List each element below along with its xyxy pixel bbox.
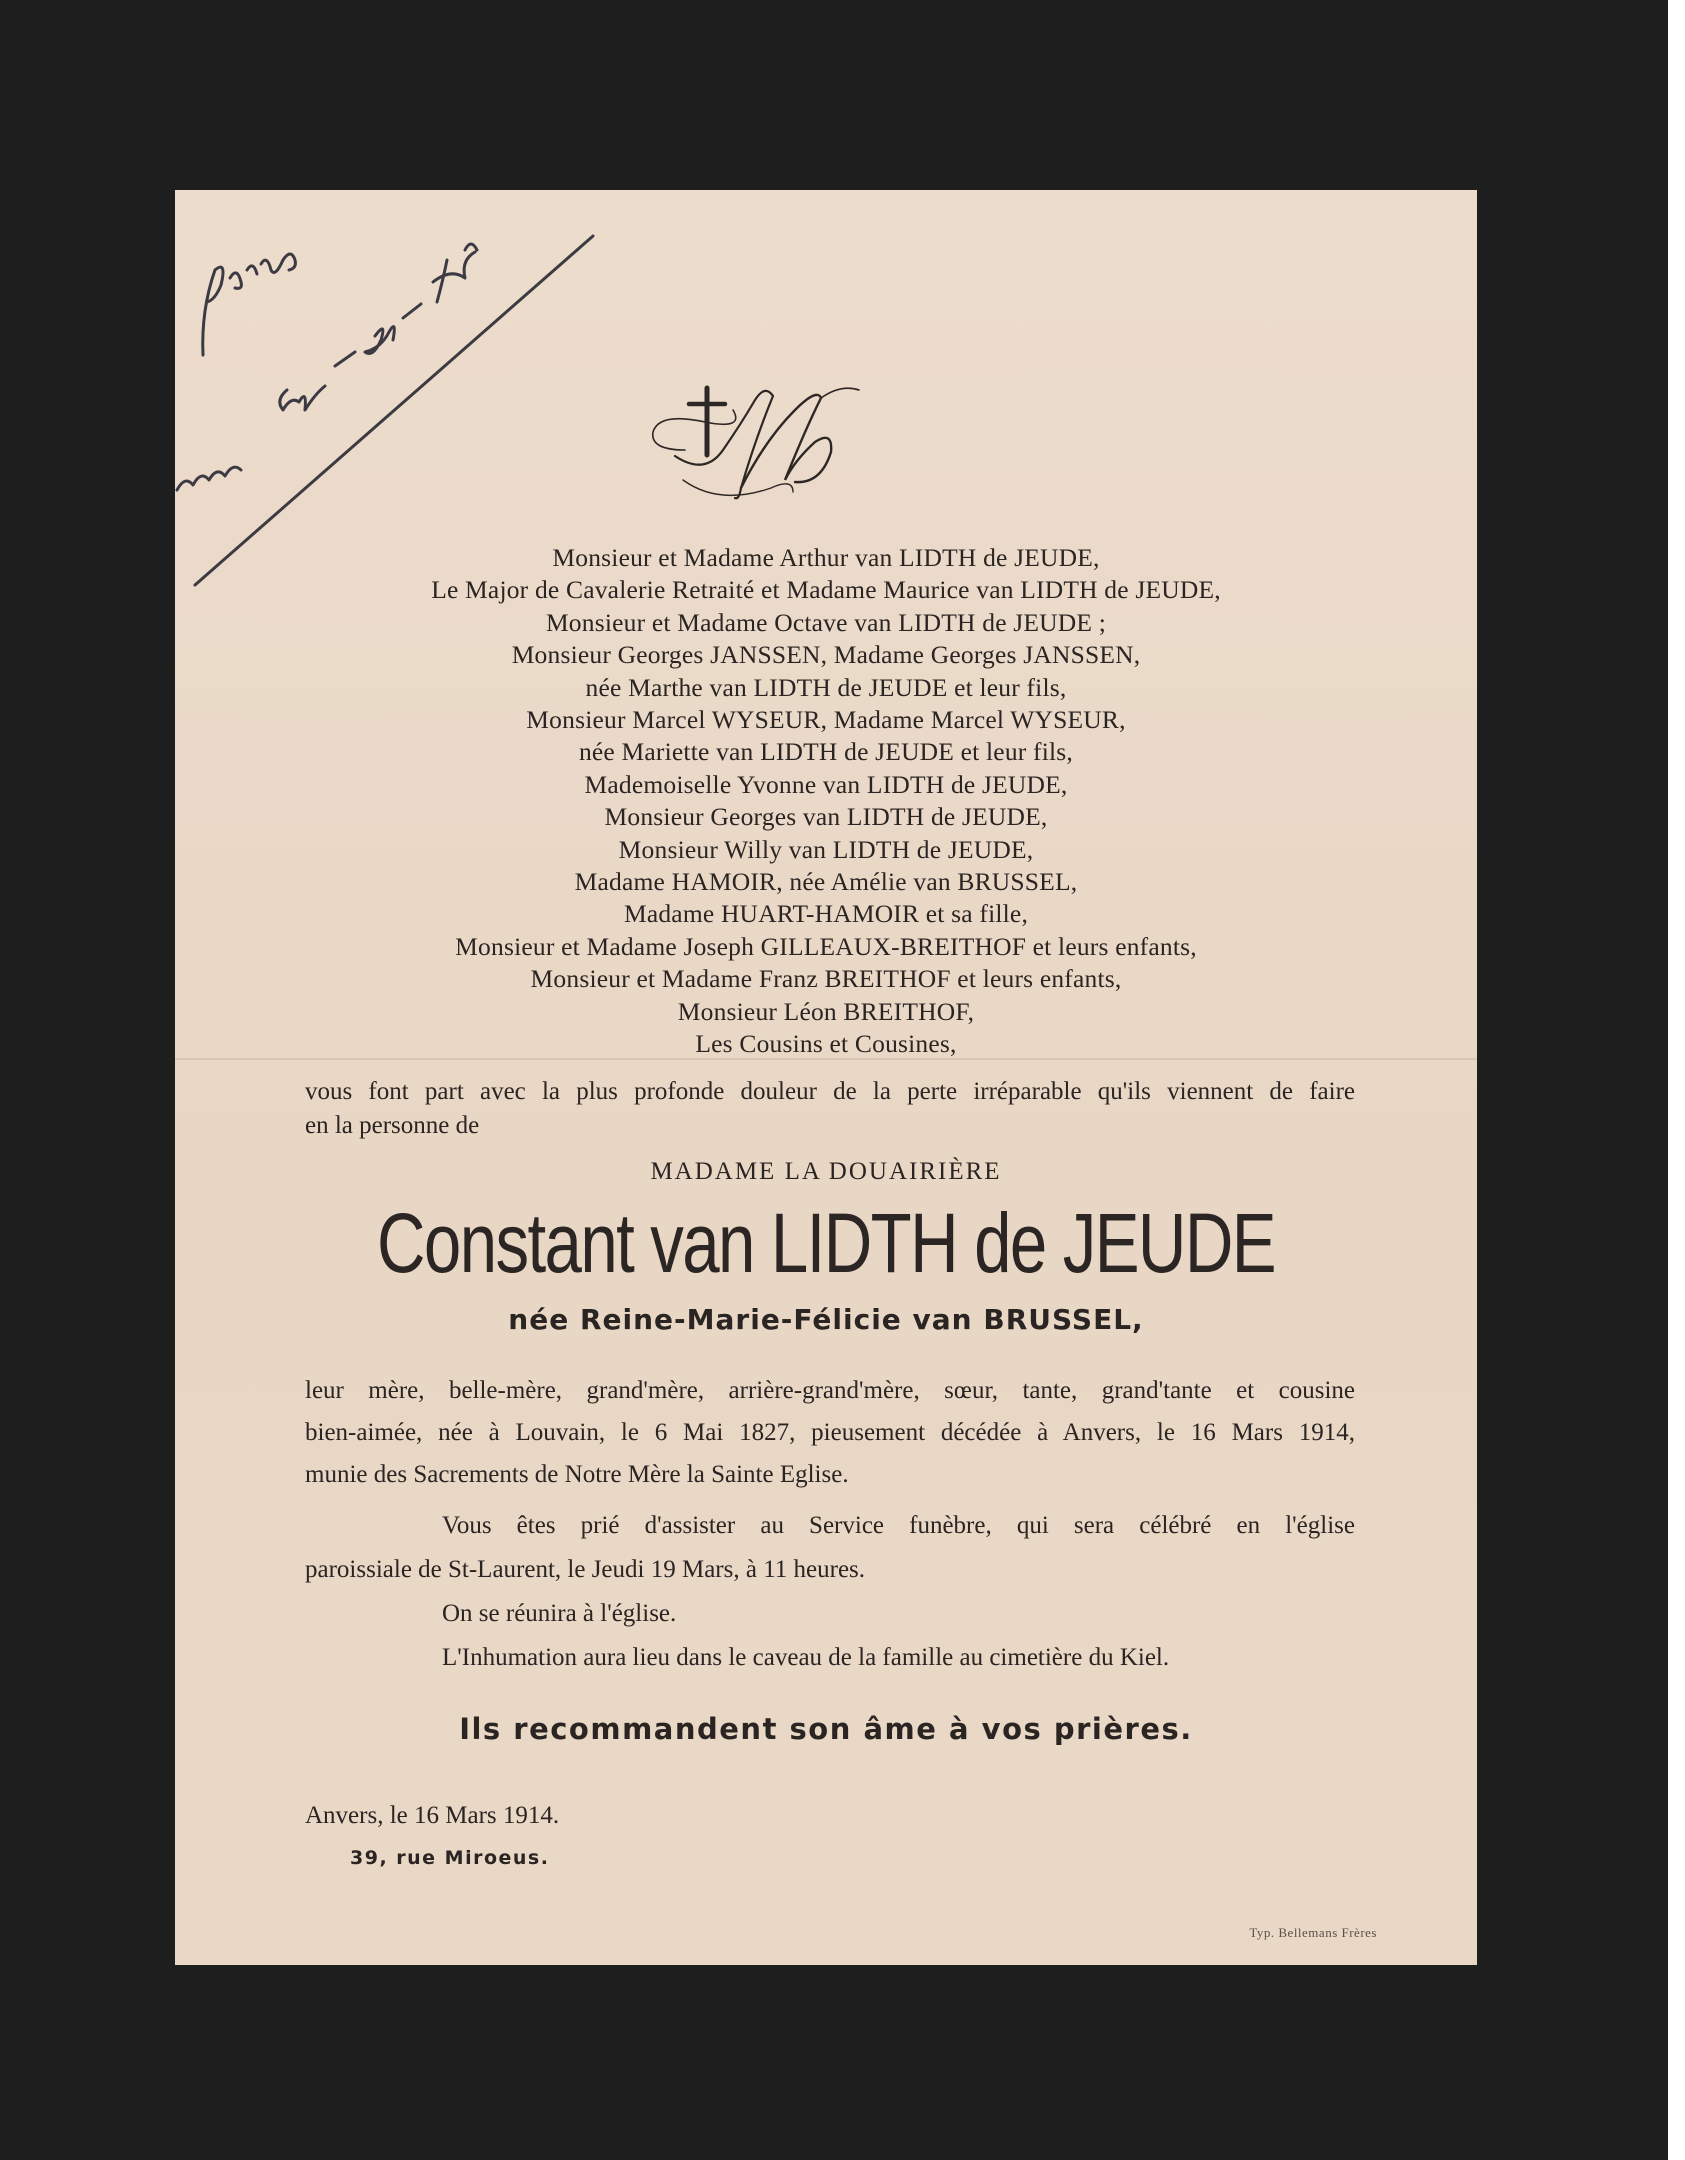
- cross-monogram-emblem: [645, 380, 865, 510]
- place-and-date: Anvers, le 16 Mars 1914.: [305, 1802, 560, 1829]
- mourner-line: née Mariette van LIDTH de JEUDE et leur fils,: [578, 737, 1074, 767]
- biography-line: leur mère, belle-mère, grand'mère, arrière-grand'mère, sœur, tante, grand'tante et cousine: [305, 1377, 1355, 1404]
- service-line: paroissiale de St-Laurent, le Jeudi 19 Mars, à 11 heures.: [305, 1556, 866, 1583]
- burial-line: L'Inhumation aura lieu dans le caveau de la famille au cimetière du Kiel.: [442, 1644, 1170, 1671]
- service-line: Vous êtes prié d'assister au Service funèbre, qui sera célébré en l'église: [442, 1512, 1355, 1539]
- address: 39, rue Miroeus.: [350, 1847, 550, 1869]
- announcement-line: vous font part avec la plus profonde douleur de la perte irréparable qu'ils viennent de faire: [305, 1078, 1355, 1105]
- mourner-line: Mademoiselle Yvonne van LIDTH de JEUDE,: [584, 769, 1068, 799]
- printer-credit: Typ. Bellemans Frères: [1249, 1925, 1377, 1940]
- mourner-line: Monsieur et Madame Octave van LIDTH de JEUDE ;: [545, 607, 1107, 637]
- mourner-line: Les Cousins et Cousines,: [695, 1029, 957, 1059]
- service-details: [305, 1504, 1355, 1680]
- mourner-line: Monsieur Willy van LIDTH de JEUDE,: [618, 834, 1034, 864]
- closing-prayer: Ils recommandent son âme à vos prières.: [459, 1712, 1193, 1746]
- meeting-line: On se réunira à l'église.: [442, 1600, 677, 1627]
- mourner-line: Madame HUART-HAMOIR et sa fille,: [623, 899, 1029, 929]
- biography-line: bien-aimée, née à Louvain, le 6 Mai 1827, pieusement décédée à Anvers, le 16 Mars 1914,: [305, 1419, 1355, 1446]
- deceased-birth-name: née Reine-Marie-Félicie van BRUSSEL,: [508, 1303, 1144, 1336]
- announcement-paragraph: [305, 1075, 1355, 1143]
- mourner-line: Le Major de Cavalerie Retraité et Madame Maurice van LIDTH de JEUDE,: [431, 575, 1221, 605]
- biography-paragraph: [305, 1370, 1355, 1496]
- mourners-list: [175, 542, 1477, 1061]
- deceased-title: MADAME LA DOUAIRIÈRE: [650, 1158, 1002, 1185]
- mourner-line: Monsieur Léon BREITHOF,: [677, 996, 975, 1026]
- announcement-line: en la personne de: [305, 1112, 480, 1139]
- mourner-line: Monsieur Georges van LIDTH de JEUDE,: [604, 802, 1048, 832]
- biography-line: munie des Sacrements de Notre Mère la Sainte Eglise.: [305, 1461, 849, 1488]
- mourner-line: Monsieur et Madame Joseph GILLEAUX-BREITHOF et leurs enfants,: [455, 931, 1197, 961]
- mourner-line: Monsieur Marcel WYSEUR, Madame Marcel WYSEUR,: [526, 705, 1126, 735]
- mourner-line: Monsieur Georges JANSSEN, Madame Georges JANSSEN,: [511, 640, 1141, 670]
- deceased-name: Constant van LIDTH de JEUDE: [377, 1196, 1275, 1290]
- mourner-line: Monsieur et Madame Arthur van LIDTH de JEUDE,: [552, 543, 1100, 572]
- mourner-line: née Marthe van LIDTH de JEUDE et leur fils,: [585, 672, 1067, 702]
- mourner-line: Monsieur et Madame Franz BREITHOF et leurs enfants,: [530, 964, 1122, 994]
- funeral-notice-card: [175, 190, 1477, 1965]
- mourner-line: Madame HAMOIR, née Amélie van BRUSSEL,: [574, 867, 1078, 897]
